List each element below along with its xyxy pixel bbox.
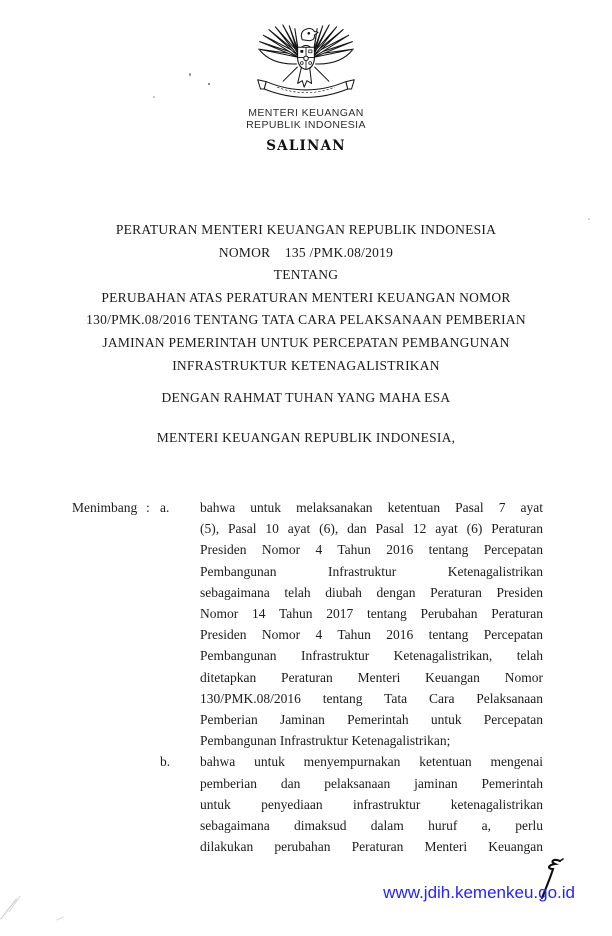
menimbang-separator: : [146, 500, 150, 515]
ministry-name-line2: REPUBLIK INDONESIA [246, 119, 366, 131]
text-line: Pembangunan Infrastruktur Ketenagalistrikan; [200, 733, 451, 749]
garuda-pancasila-emblem [252, 24, 360, 102]
scan-scratch [56, 916, 64, 920]
title-line: NOMOR 135 /PMK.08/2019 [218, 244, 394, 260]
consideration-item-a [72, 497, 543, 751]
text-line: bahwa untuk menyempurnakan ketentuan mengenai [200, 754, 543, 770]
considerations-section [72, 497, 543, 857]
title-line: PERUBAHAN ATAS PERATURAN MENTERI KEUANGAN NOMOR [101, 289, 511, 305]
text-line: bahwa untuk melaksanakan ketentuan Pasal 7 ayat [200, 500, 543, 515]
copy-stamp-salinan: SALINAN [266, 138, 346, 154]
authority-line: MENTERI KEUANGAN REPUBLIK INDONESIA, [156, 430, 456, 445]
text-line: Pemberian Jaminan Pemerintah untuk Percepatan [200, 712, 543, 728]
text-line: pemberian dan pelaksanaan jaminan Pemerintah [200, 775, 543, 791]
letterhead [0, 24, 612, 154]
text-line: sebagaimana telah diubah dengan Peraturan Presiden [200, 584, 543, 600]
scan-speck [208, 83, 210, 85]
item-marker-b: b. [160, 754, 171, 770]
text-line: Pembangunan Infrastruktur Ketenagalistrikan [200, 563, 543, 579]
scan-speck [153, 96, 155, 98]
title-line: TENTANG [273, 267, 339, 283]
title-line: INFRASTRUKTUR KETENAGALISTRIKAN [172, 357, 440, 373]
menimbang-label: Menimbang [72, 500, 138, 515]
text-line: (5), Pasal 10 ayat (6), dan Pasal 12 ayat (6) Peraturan [200, 521, 543, 537]
text-line: Nomor 14 Tahun 2017 tentang Perubahan Peraturan [200, 606, 543, 622]
text-line: dilakukan perubahan Peraturan Menteri Keuangan [200, 839, 543, 855]
title-line: 130/PMK.08/2016 TENTANG TATA CARA PELAKSANAAN PEMBERIAN [86, 312, 526, 328]
regulation-title [0, 219, 612, 377]
item-text-a [200, 497, 543, 751]
item-marker-a: a. [160, 500, 170, 515]
text-line: 130/PMK.08/2016 tentang Tata Cara Pelaksanaan [200, 690, 543, 706]
text-line: Presiden Nomor 4 Tahun 2016 tentang Percepatan [200, 542, 543, 558]
consideration-item-b [72, 751, 543, 857]
ministry-name-line1: MENTERI KEUANGAN [248, 107, 364, 119]
text-line: untuk penyediaan infrastruktur ketenagalistrikan [200, 796, 543, 812]
title-line: PERATURAN MENTERI KEUANGAN REPUBLIK INDONESIA [115, 222, 497, 237]
text-line: Presiden Nomor 4 Tahun 2016 tentang Percepatan [200, 627, 543, 643]
text-line: ditetapkan Peraturan Menteri Keuangan Nomor [200, 669, 543, 685]
invocation-line: DENGAN RAHMAT TUHAN YANG MAHA ESA [161, 390, 451, 405]
title-line: JAMINAN PEMERINTAH UNTUK PERCEPATAN PEMBANGUNAN [102, 334, 510, 350]
text-line: sebagaimana dimaksud dalam huruf a, perlu [200, 818, 543, 834]
item-text-b [200, 751, 543, 857]
scan-speck [189, 73, 191, 76]
text-line: Pembangunan Infrastruktur Ketenagalistrikan, telah [200, 648, 543, 664]
jdih-watermark-link[interactable]: www.jdih.kemenkeu.go.id [383, 883, 575, 902]
scan-speck [588, 218, 590, 220]
